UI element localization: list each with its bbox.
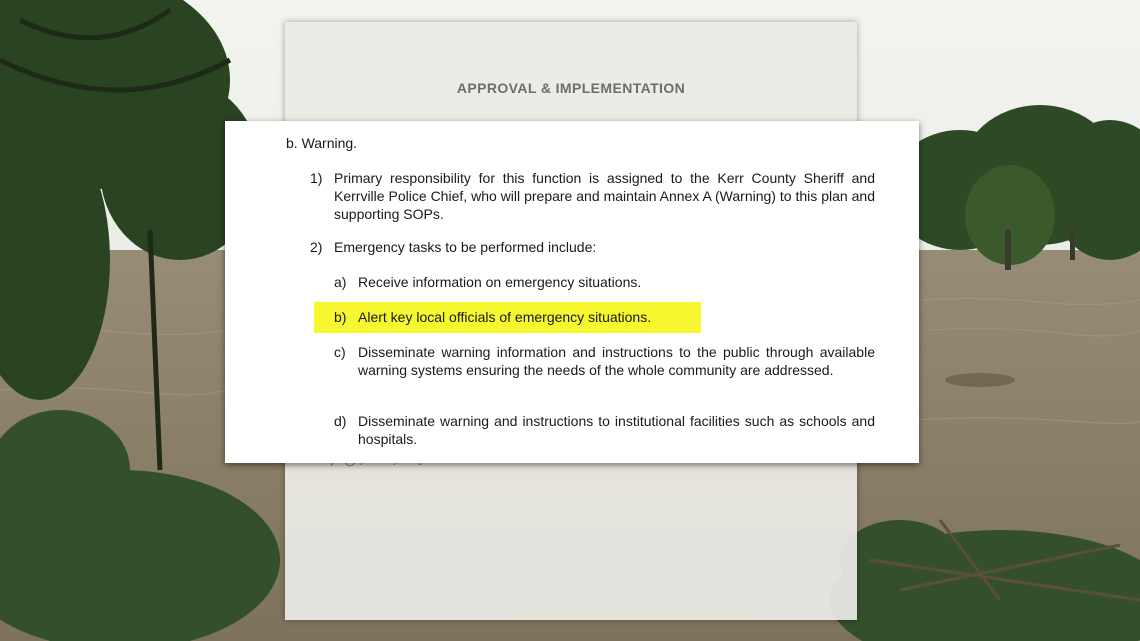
- item-text: Primary responsibility for this function is assigned to the Kerr County Sheriff and Kerrville Police Chief, who will prepare and maintain Annex A (Warning) to this plan and supporting SOPs.: [334, 170, 875, 222]
- task-text: Disseminate warning and instructions to institutional facilities such as schools and hospitals.: [358, 413, 875, 447]
- task-text: Receive information on emergency situations.: [358, 274, 642, 290]
- item-number: 1): [310, 170, 323, 186]
- section-heading: b. Warning.: [286, 135, 358, 151]
- item-number: 2): [310, 239, 323, 255]
- document-excerpt: [225, 121, 919, 463]
- task-letter: d): [334, 413, 347, 429]
- task-text: Disseminate warning information and instructions to the public through available warning systems ensuring the needs of the whole community are addressed.: [358, 344, 875, 378]
- task-letter: b): [334, 309, 347, 325]
- task-letter: c): [334, 344, 346, 360]
- document-title: APPROVAL & IMPLEMENTATION: [456, 80, 686, 96]
- item-text: Emergency tasks to be performed include:: [334, 239, 597, 255]
- task-letter: a): [334, 274, 347, 290]
- highlighted-task-text: Alert key local officials of emergency situations.: [358, 309, 652, 325]
